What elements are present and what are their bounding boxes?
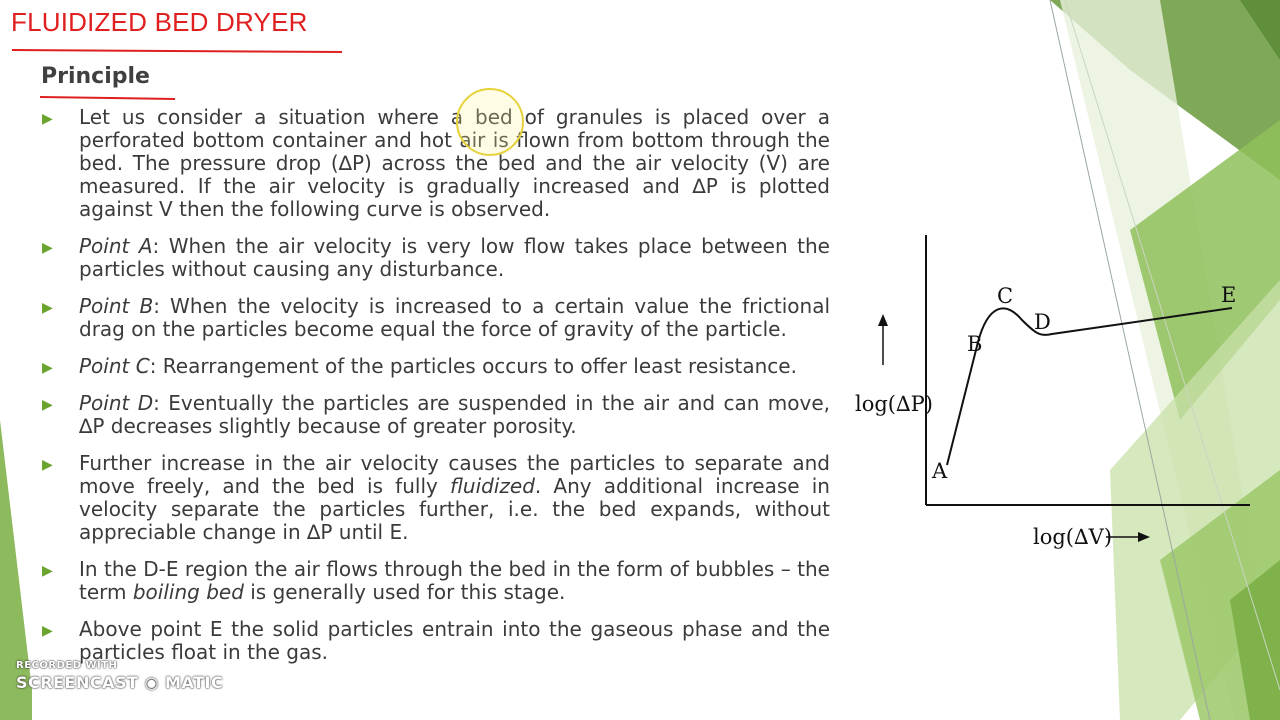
triangle-right-icon: ▶ bbox=[42, 563, 53, 579]
watermark-word2: MATIC bbox=[165, 673, 224, 692]
bullet-text bbox=[79, 617, 830, 664]
point-label-b: B bbox=[967, 332, 983, 356]
right-arrow-icon bbox=[1138, 532, 1150, 542]
bullet-text-segment: Further increase in the air velocity causes the particles to separate and move freely, and the bed is fully bbox=[79, 451, 830, 498]
fluidization-curve bbox=[947, 308, 1232, 465]
watermark-line2 bbox=[16, 673, 223, 692]
up-arrow-icon bbox=[878, 314, 888, 326]
bullet-text-segment: In the D-E region the air flows through the bed in the form of bubbles – the term bbox=[79, 557, 830, 604]
bullet-item bbox=[40, 452, 830, 544]
fluidization-curve-diagram bbox=[850, 230, 1260, 560]
bullet-text-segment: : Rearrangement of the particles occurs to offer least resistance. bbox=[149, 354, 797, 378]
screencast-watermark bbox=[16, 660, 223, 692]
bullet-text-segment: boiling bed bbox=[132, 580, 244, 604]
bullet-item bbox=[40, 618, 830, 664]
bullet-text bbox=[79, 557, 830, 604]
triangle-right-icon: ▶ bbox=[42, 111, 53, 127]
bullet-text-segment: is generally used for this stage. bbox=[243, 580, 566, 604]
triangle-right-icon: ▶ bbox=[42, 360, 53, 376]
bullet-text-segment: fluidized bbox=[450, 474, 535, 498]
bullet-item bbox=[40, 355, 830, 378]
triangle-right-icon: ▶ bbox=[42, 457, 53, 473]
point-label-c: C bbox=[997, 284, 1014, 308]
bullet-list bbox=[40, 106, 830, 678]
triangle-right-icon: ▶ bbox=[42, 300, 53, 316]
bullet-text-segment: : When the velocity is increased to a certain value the frictional drag on the particles become equal the force of gravity of the particle. bbox=[79, 294, 831, 341]
bullet-text-segment: : Eventually the particles are suspended in the air and can move, ∆P decreases slightly because of greater porosity. bbox=[79, 391, 830, 438]
bullet-text-segment: : When the air velocity is very low flow takes place between the particles without causing any disturbance. bbox=[79, 234, 830, 281]
y-axis-label: log(∆P) bbox=[855, 392, 933, 416]
bullet-item bbox=[40, 392, 830, 438]
bullet-text-segment: Above point E the solid particles entrain into the gaseous phase and the particles float in the gas. bbox=[79, 617, 830, 664]
point-label-e: E bbox=[1221, 283, 1237, 307]
bullet-text bbox=[79, 294, 830, 341]
watermark-line1: RECORDED WITH bbox=[16, 660, 118, 671]
bullet-text bbox=[79, 234, 830, 281]
bullet-text-segment: Point B bbox=[79, 294, 154, 318]
slide-title: FLUIDIZED BED DRYER bbox=[11, 7, 308, 37]
triangle-right-icon: ▶ bbox=[42, 623, 53, 639]
triangle-right-icon: ▶ bbox=[42, 240, 53, 256]
x-axis-label: log(∆V) bbox=[1033, 525, 1113, 549]
bullet-text bbox=[79, 354, 797, 378]
bullet-text bbox=[79, 105, 830, 221]
bullet-text bbox=[79, 391, 830, 438]
bullet-item bbox=[40, 558, 830, 604]
bullet-item bbox=[40, 106, 830, 221]
point-label-a: A bbox=[932, 459, 948, 483]
section-heading: Principle bbox=[41, 64, 150, 89]
bullet-text-segment: Point A bbox=[79, 234, 153, 258]
record-icon: ◉ bbox=[144, 673, 159, 692]
bullet-item bbox=[40, 295, 830, 341]
cursor-highlight bbox=[456, 88, 524, 156]
bullet-text-segment: . Any additional increase in velocity separate the particles further, i.e. the bed expands, without appreciable change in ∆P until E. bbox=[79, 474, 830, 544]
bullet-text-segment: Let us consider a situation where a bed of granules is placed over a perforated bottom container and hot air is flown from bottom through the bed. The pressure drop (∆P) across the bed and the air velocity (V) are measured. If the air velocity is gradually increased and ∆P is plotted against V then the following curve is observed. bbox=[79, 105, 830, 221]
bullet-item bbox=[40, 235, 830, 281]
point-label-d: D bbox=[1034, 310, 1051, 334]
title-underline bbox=[12, 50, 342, 52]
bullet-text-segment: Point C bbox=[79, 354, 150, 378]
triangle-right-icon: ▶ bbox=[42, 397, 53, 413]
watermark-word: SCREENCAST bbox=[16, 673, 139, 692]
bullet-text-segment: Point D bbox=[79, 391, 154, 415]
heading-underline bbox=[40, 97, 175, 99]
bullet-text bbox=[79, 451, 830, 544]
